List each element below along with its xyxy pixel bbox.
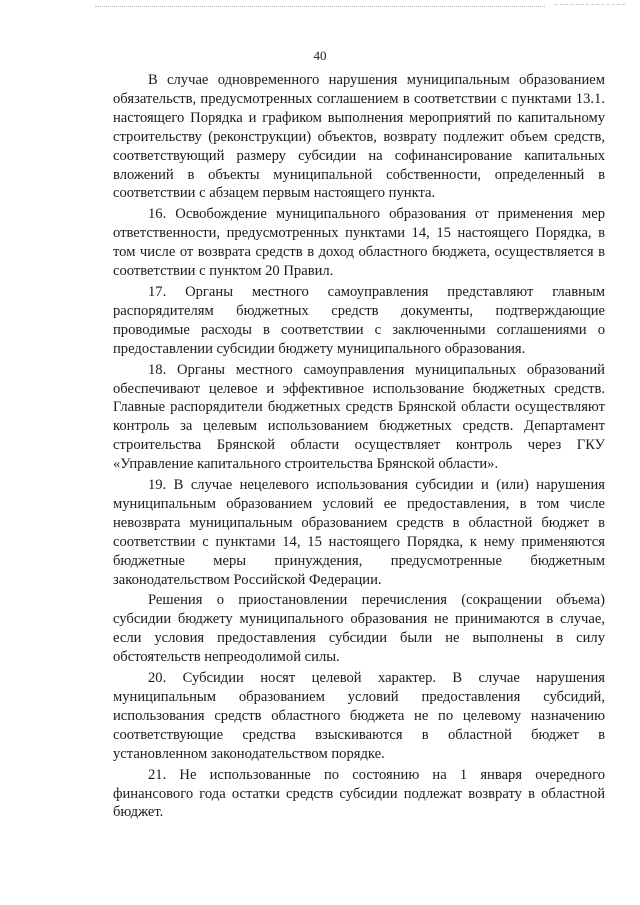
paragraph-20: 20. Субсидии носят целевой характер. В случае нарушения муниципальным образованием условий предоставления субсидий, использования средств областного бюджета не по целевому назначению соответствующие средства взыскиваются в областной бюджет в установленном законодательством порядке. (113, 670, 605, 762)
paragraph-18: 18. Органы местного самоуправления муниципальных образований обеспечивают целевое и эффективное использование бюджетных средств. Главные распорядители бюджетных средств Брянской области осуществляют контроль за целевым использованием бюджетных средств. Департамент строительства Брянской области осуществляет контроль через ГКУ «Управление капитального строительства Брянской области». (113, 361, 605, 473)
document-body (113, 71, 605, 822)
paragraph-repayment-volume: В случае одновременного нарушения муниципальным образованием обязательств, предусмотренных соглашением в соответствии с пунктами 13.1. настоящего Порядка и графиком выполнения мероприятий по капитальному строительству (реконструкции) объектов, возврату подлежит объем средств, соответствующий размеру субсидии на софинансирование капитальных вложений в объекты муниципальной собственности, определенный в соответствии с абзацем первым настоящего пункта. (113, 72, 605, 202)
scan-edge-artifact-right (555, 4, 625, 5)
paragraph-17: 17. Органы местного самоуправления представляют главным распорядителям бюджетных средств документы, подтверждающие проводимые расходы в соответствии с заключенными соглашениями о предоставлении субсидии бюджету муниципального образования. (113, 283, 605, 357)
paragraph-16: 16. Освобождение муниципального образования от применения мер ответственности, предусмотренных пунктами 14, 15 настоящего Порядка, в том числе от возврата средств в доход областного бюджета, осуществляется в соответствии с пунктом 20 Правил. (113, 206, 605, 280)
paragraph-suspension-decisions: Решения о приостановлении перечисления (сокращении объема) субсидии бюджету муниципального образования не принимаются в случае, если условия предоставления субсидии были не выполнены в силу обстоятельств непреодолимой силы. (113, 592, 605, 666)
paragraph-19: 19. В случае нецелевого использования субсидии и (или) нарушения муниципальным образованием условий ее предоставления, в том числе невозврата муниципальным образованием средств в областной бюджет в соответствии с пунктами 14, 15 настоящего Порядка, к нему применяются бюджетные меры принуждения, предусмотренные бюджетным законодательством Российской Федерации. (113, 477, 605, 588)
page-number: 40 (313, 48, 327, 63)
scan-edge-artifact (95, 6, 545, 7)
paragraph-21: 21. Не использованные по состоянию на 1 января очередного финансового года остатки средств субсидии подлежат возврату в областной бюджет. (113, 766, 605, 821)
